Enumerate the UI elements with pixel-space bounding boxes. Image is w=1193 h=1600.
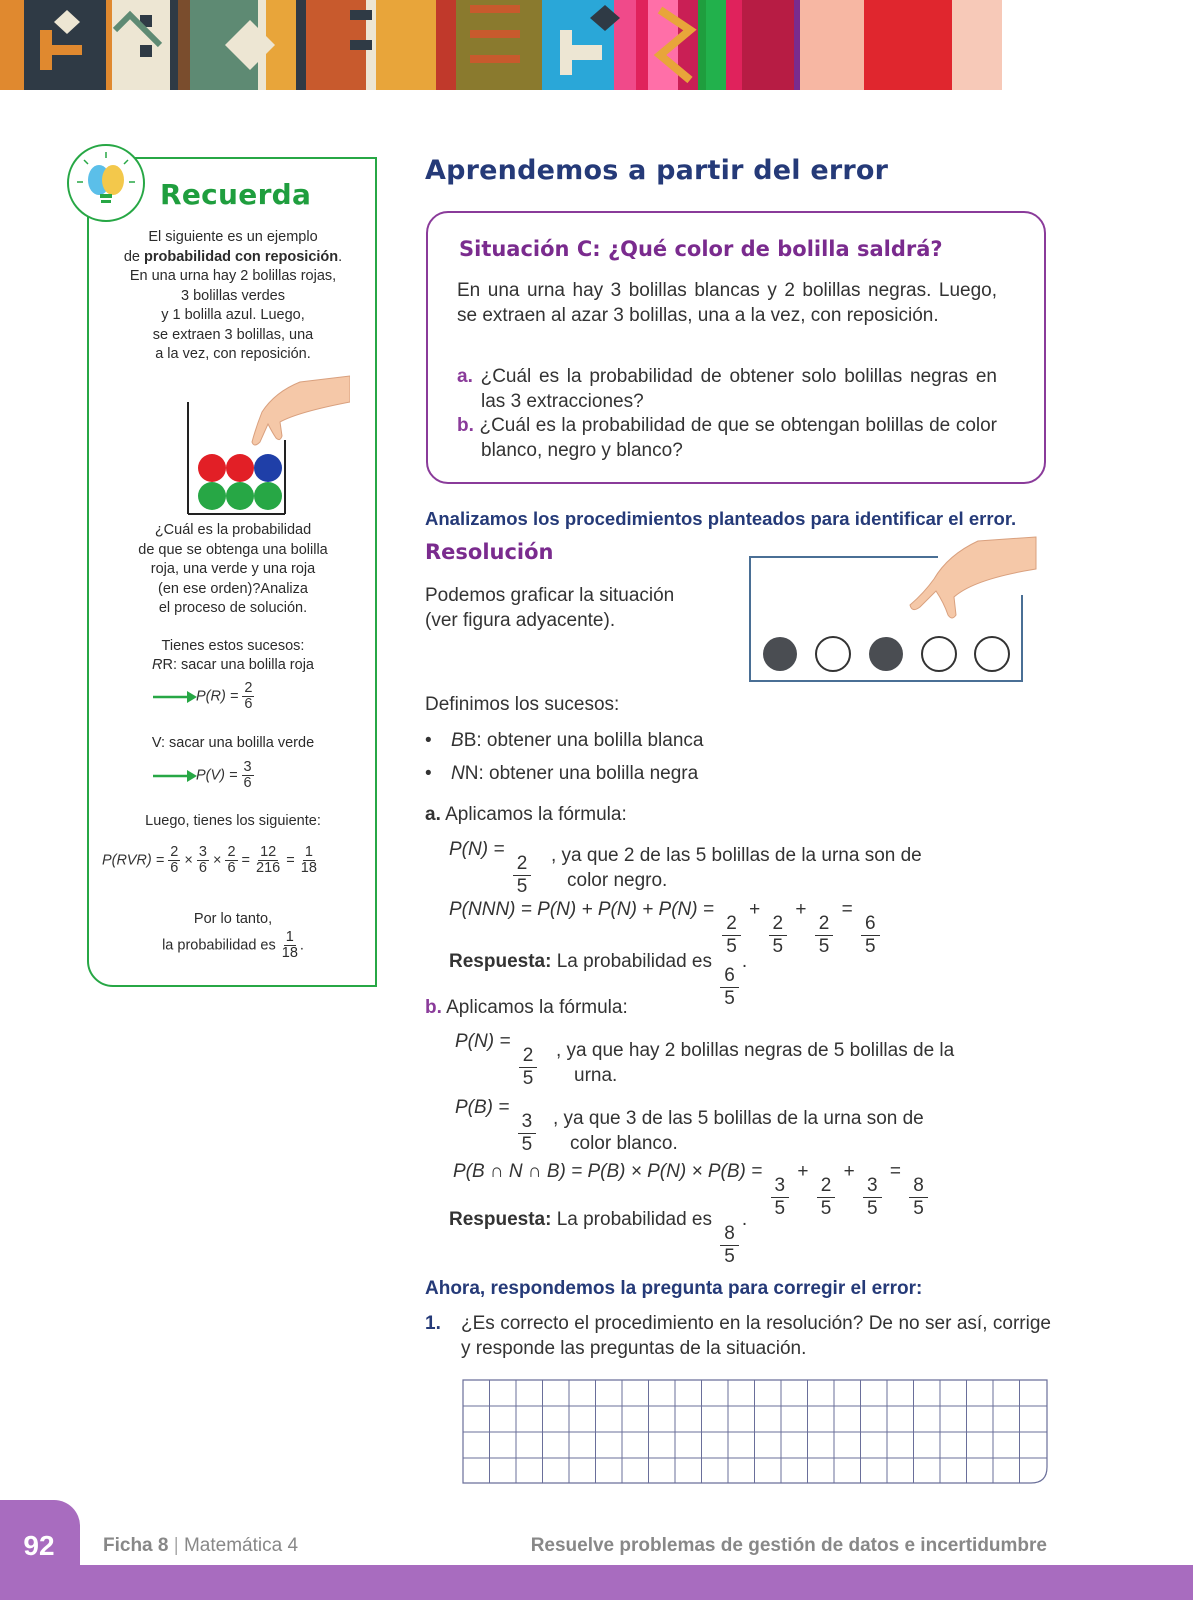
situacion-item-b: b. ¿Cuál es la probabilidad de que se obtengan bolillas de color blanco, negro y blanco? [457,415,997,461]
prvr-label: P(RVR) = [102,852,165,869]
pv-label: P(V) = [196,767,238,784]
b-pb-formula: P(B) = $\frac{3}{5}$ [455,1096,539,1156]
conclusion-1: Por lo tanto, [193,911,273,927]
urn-illustration [180,372,350,520]
situacion-text: En una urna hay 3 bolillas blancas y 2 bolillas negras. Luego, se extraen al azar 3 bolillas, una a la vez, con reposición. [457,280,997,326]
b-pn-explanation: , ya que hay 2 bolillas negras de 5 bolillas de la urna. [556,1040,955,1086]
event-r-text: R: sacar una bolilla roja [162,657,314,673]
question-line: de que se obtenga una bolilla [138,541,328,558]
brain-lightbulb-icon [69,146,143,220]
situacion-item-a: a. ¿Cuál es la probabilidad de obtener solo bolillas negras en las 3 extracciones? [457,366,997,412]
event-v: V: sacar una bolilla verde [151,735,315,751]
b-pn-formula: P(N) = $\frac{2}{5}$ [455,1030,540,1090]
intro-line: 3 bolillas verdes [181,287,285,304]
definimos-text: Definimos los sucesos: [425,694,620,715]
analizamos-heading: Analizamos los procedimientos planteados para identificar el error. [425,508,1017,529]
conclusion-2: la probabilidad es $\frac{1}{18}$ . [162,929,304,962]
item-b-heading: b. Aplicamos la fórmula: [425,997,628,1018]
prvr-formula: P(RVR) = $\frac{2}{6}$ × $\frac{3}{6}$ × $\frac{2}{6}$ = $\frac{12}{216}$ = $\frac{1}{18}$ [102,844,317,877]
respuesta-a: Respuesta: La probabilidad es $\frac{6}{5}$ . [449,951,748,1009]
intro-line: se extraen 3 bolillas, una [152,326,314,343]
respuesta-b: Respuesta: La probabilidad es $\frac{8}{5}$ . [449,1209,748,1267]
bullet-n: • NN: obtener una bolilla negra [425,763,699,784]
question-1: 1. ¿Es correcto el procedimiento en la resolución? De no ser así, corrige y responde las preguntas de la situación. [425,1313,1051,1359]
question-line: el proceso de solución. [158,600,308,616]
question-line: ¿Cuál es la probabilidad [154,522,312,538]
pr-formula: P(R) = $\frac{2}{6}$ [196,680,253,713]
band-patterns [0,0,1193,90]
footer-bar [0,1565,1193,1600]
pn-explanation: , ya que 2 de las 5 bolillas de la urna son de color negro. [551,845,922,891]
arrow-icon [153,690,197,704]
intro-line: El siguiente es un ejemplo [148,229,318,245]
question-line: roja, una verde y una roja [150,561,316,577]
event-r: RR: sacar una bolilla roja [151,657,314,673]
recuerda-title: Recuerda [160,178,312,211]
answer-grid[interactable] [462,1379,1048,1485]
intro-line: de probabilidad con reposición. [123,248,343,265]
intro-line: y 1 bolilla azul. Luego, [161,307,305,323]
recuerda-intro [100,228,366,365]
then-text: Luego, tienes los siguiente: [145,813,321,829]
pv-formula: P(V) = $\frac{3}{6}$ [196,759,252,792]
brain-icon-circle [67,144,145,222]
pr-label: P(R) = [196,688,239,705]
situacion-title: Situación C: ¿Qué color de bolilla saldrá? [459,237,943,261]
arrow-icon [153,769,197,783]
ahora-heading: Ahora, respondemos la pregunta para corregir el error: [425,1278,923,1299]
b-intersection-formula: P(B ∩ N ∩ B) = P(B) × P(N) × P(B) = $\frac{3}{5}$ + $\frac{2}{5}$ + $\frac{3}{5}$ = $\frac{8}{5}$ [453,1160,931,1220]
intro-line: a la vez, con reposición. [155,346,311,362]
pn-formula: P(N) = $\frac{2}{5}$ [449,838,534,898]
graph-text: Podemos graficar la situación (ver figura adyacente). [425,585,675,631]
main-title: Aprendemos a partir del error [425,155,889,186]
page-number: 92 [23,1530,55,1561]
question-line: (en ese orden)?Analiza [158,580,308,597]
pnnn-formula: P(NNN) = P(N) + P(N) + P(N) = $\frac{2}{5}$ + $\frac{2}{5}$ + $\frac{2}{5}$ = $\frac{6}{5}$ [449,898,883,958]
events-intro: Tienes estos sucesos: [161,638,305,654]
item-a-heading: a. Aplicamos la fórmula: [425,804,627,825]
recuerda-question [100,521,366,619]
footer-competency: Resuelve problemas de gestión de datos e incertidumbre [530,1535,1047,1556]
resolucion-title: Resolución [425,540,554,564]
balls-illustration [748,535,1038,685]
b-pb-explanation: , ya que 3 de las 5 bolillas de la urna son de color blanco. [553,1108,924,1154]
bullet-b: • BB: obtener una bolilla blanca [425,730,704,751]
intro-line: En una urna hay 2 bolillas rojas, [129,268,337,284]
footer-ficha: Ficha 8 | Matemática 4 [103,1535,299,1556]
